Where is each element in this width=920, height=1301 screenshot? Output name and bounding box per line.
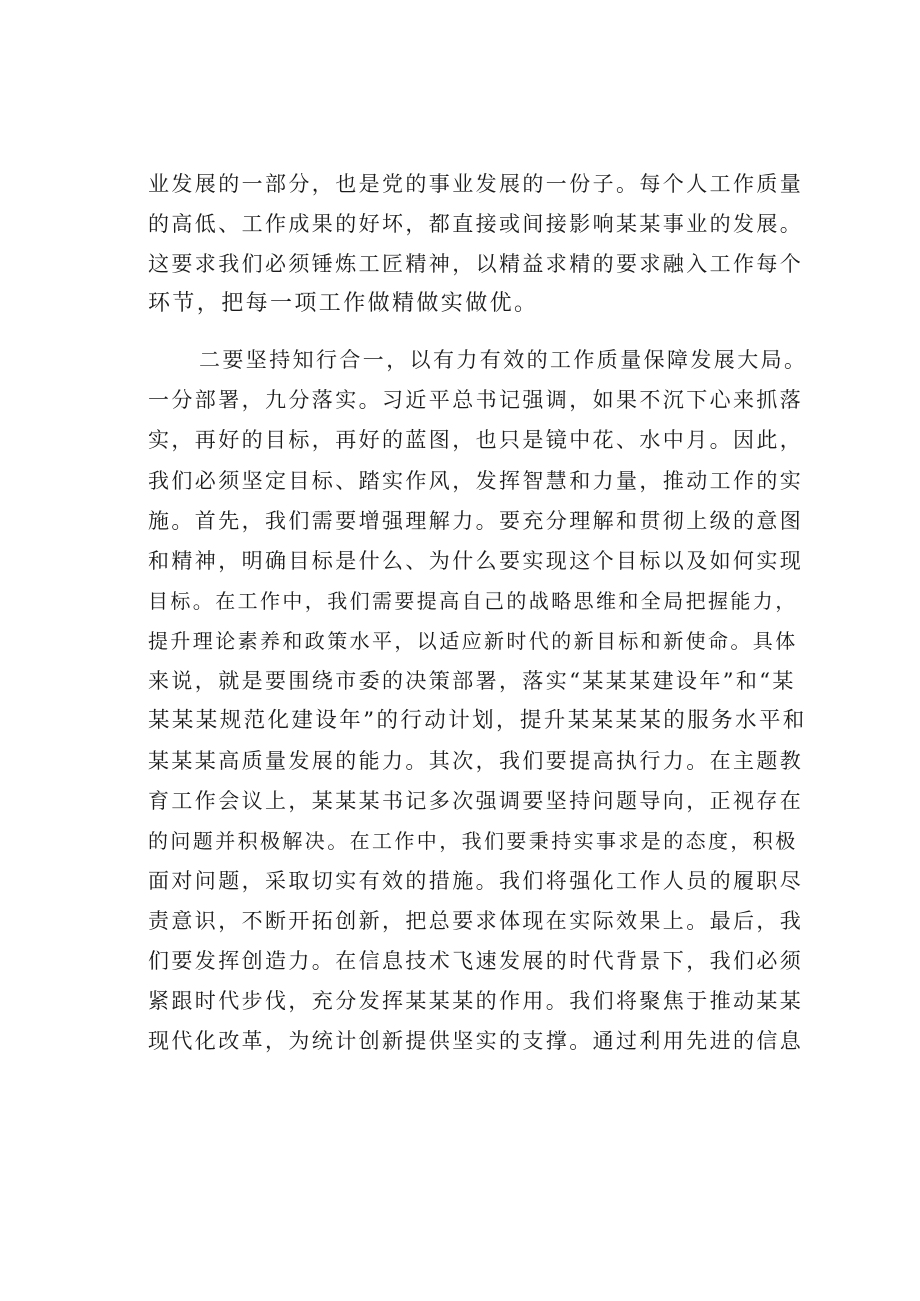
text-line: 面对问题，采取切实有效的措施。我们将强化工作人员的履职尽: [148, 869, 804, 893]
text-line: 的问题并积极解决。在工作中，我们要秉持实事求是的态度，积极: [148, 829, 798, 853]
text-line: 和精神，明确目标是什么、为什么要实现这个目标以及如何实现: [148, 549, 804, 573]
text-line: 这要求我们必须锤炼工匠精神，以精益求精的要求融入工作每个: [148, 252, 804, 276]
text-line: 育工作会议上，某某某书记多次强调要坚持问题导向，正视存在: [148, 789, 804, 813]
text-line: 紧跟时代步伐，充分发挥某某某的作用。我们将聚焦于推动某某: [148, 989, 804, 1013]
text-line: 业发展的一部分，也是党的事业发展的一份子。每个人工作质量: [148, 172, 804, 196]
text-line: 施。首先，我们需要增强理解力。要充分理解和贯彻上级的意图: [148, 509, 804, 533]
text-line: 某某某高质量发展的能力。其次，我们要提高执行力。在主题教: [148, 749, 804, 773]
text-line: 某某某规范化建设年”的行动计划，提升某某某某的服务水平和: [148, 708, 807, 733]
text-line: 提升理论素养和政策水平，以适应新时代的新目标和新使命。具体: [148, 629, 798, 653]
text-line: 目标。在工作中，我们需要提高自己的战略思维和全局把握能力，: [148, 589, 798, 613]
text-line: 的高低、工作成果的好坏，都直接或间接影响某某事业的发展。: [148, 212, 804, 236]
text-line: 环节，把每一项工作做精做实做优。: [148, 291, 539, 316]
paragraph-heading-line: 二要坚持知行合一，以有力有效的工作质量保障发展大局。: [199, 348, 808, 372]
text-line: 实，再好的目标，再好的蓝图，也只是镜中花、水中月。因此，: [148, 428, 804, 452]
text-line: 现代化改革，为统计创新提供坚实的支撑。通过利用先进的信息: [148, 1029, 804, 1053]
text-line: 们要发挥创造力。在信息技术飞速发展的时代背景下，我们必须: [148, 949, 804, 973]
text-line: 来说，就是要围绕市委的决策部署，落实“某某某建设年”和“某: [148, 669, 796, 693]
text-line: 我们必须坚定目标、踏实作风，发挥智慧和力量，推动工作的实: [148, 469, 804, 493]
text-line: 责意识，不断开拓创新，把总要求体现在实际效果上。最后，我: [148, 909, 804, 933]
text-line: 一分部署，九分落实。习近平总书记强调，如果不沉下心来抓落: [148, 388, 804, 412]
